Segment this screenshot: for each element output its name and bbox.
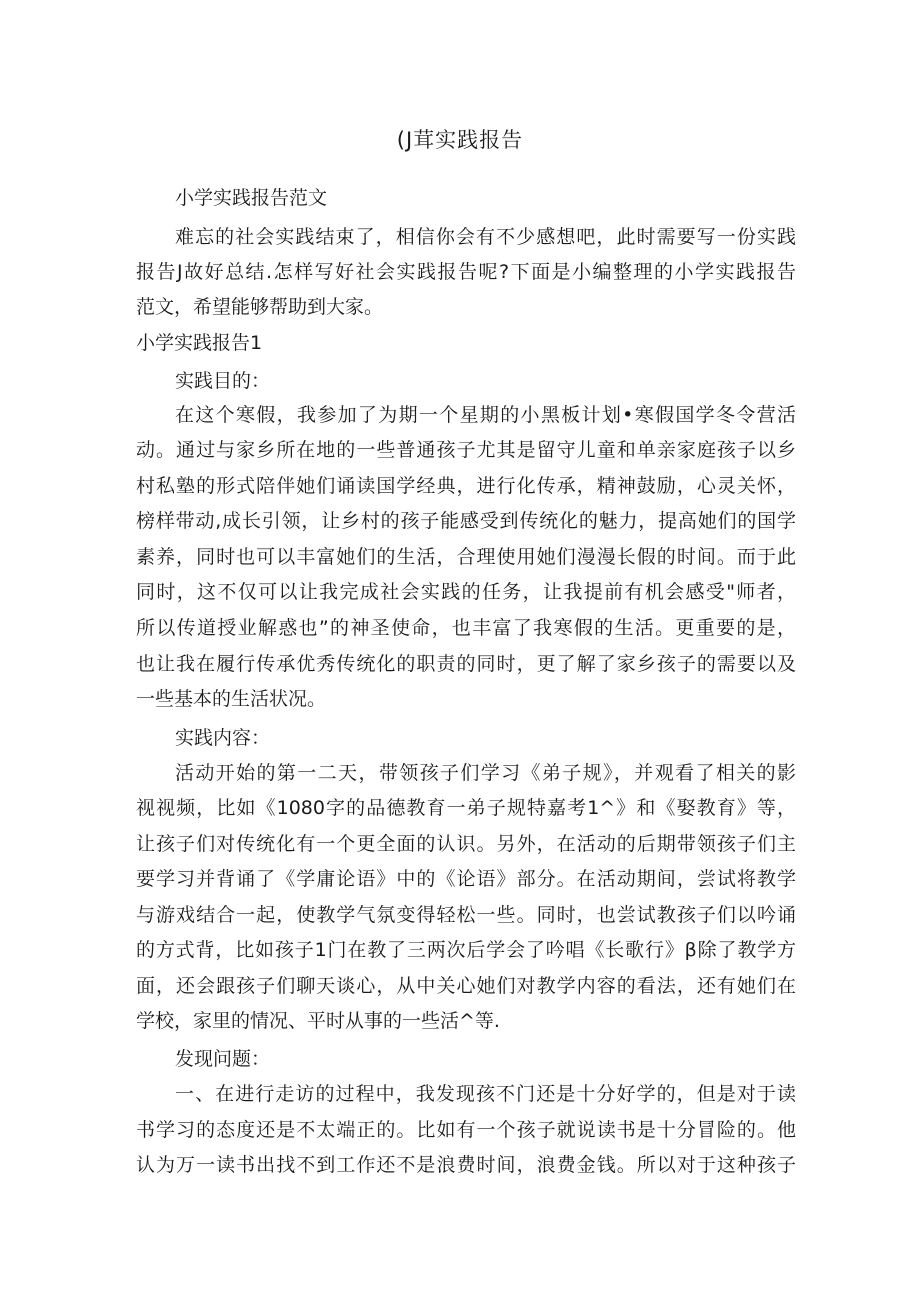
intro-line: 范文，希望能够帮助到大家。 xyxy=(136,296,384,318)
content-line: 与游戏结合一起，使教学气氛变得轻松一些。同时，也尝试教孩子们以吟诵 xyxy=(136,904,796,926)
content-line: 活动开始的第一二天，带领孩子们学习《弟子规》，并观看了相关的影 xyxy=(175,762,796,784)
problems-line: 书学习的态度还是不太端正的。比如有一个孩子就说读书是十分冒险的。他 xyxy=(136,1119,796,1141)
content-line: 的方式背，比如孩子1门在教了三两次后学会了吟唱《长歌行》β除了教学方 xyxy=(136,939,796,961)
purpose-line: 同时，这不仅可以让我完成社会实践的任务，让我提前有机会感受"师者， xyxy=(136,581,796,603)
purpose-heading: 实践目的： xyxy=(175,370,271,392)
subtitle: 小学实践报告范文 xyxy=(175,187,328,209)
purpose-line: 动。通过与家乡所在地的一些普通孩子尤其是留守儿童和单亲家庭孩子以乡 xyxy=(136,439,796,461)
section-heading: 小学实践报告1 xyxy=(136,332,263,354)
content-line: 视视频，比如《1080字的品德教育一弟子规特嘉考1^》和《娶教育》等， xyxy=(136,797,796,819)
content-line: 要学习并背诵了《学庸论语》中的《论语》部分。在活动期间，尝试将教学 xyxy=(136,868,796,890)
problems-heading: 发现问题： xyxy=(175,1048,271,1070)
content-heading: 实践内容： xyxy=(175,727,271,749)
purpose-line: 也让我在履行传承优秀传统化的职责的同时，更了解了家乡孩子的需要以及 xyxy=(136,653,796,675)
purpose-line: 一些基本的生活状况。 xyxy=(136,688,327,710)
content-line: 面，还会跟孩子们聊天谈心，从中关心她们对教学内容的看法，还有她们在 xyxy=(136,975,796,997)
purpose-line: 在这个寒假，我参加了为期一个星期的小黑板计划•寒假国学冬令营活 xyxy=(175,404,796,426)
problems-line: 认为万一读书出找不到工作还不是浪费时间，浪费金钱。所以对于这种孩子 xyxy=(136,1154,796,1176)
purpose-line: 所以传道授业解惑也”的神圣使命，也丰富了我寒假的生活。更重要的是， xyxy=(136,617,796,639)
problems-line: 一、在进行走访的过程中，我发现孩不门还是十分好学的，但是对于读 xyxy=(175,1083,796,1105)
content-line: 让孩子们对传统化有一个更全面的认识。另外，在活动的后期带领孩子们主 xyxy=(136,833,796,855)
document-title: (J茸实践报告 xyxy=(396,128,524,152)
intro-line: 报告J故好总结.怎样写好社会实践报告呢?下面是小编整理的小学实践报告 xyxy=(136,261,796,283)
purpose-line: 榜样带动,成长引领，让乡村的孩子能感受到传统化的魅力，提高她们的国学 xyxy=(136,510,796,532)
purpose-line: 素养，同时也可以丰富她们的生活，合理使用她们漫漫长假的时间。而于此 xyxy=(136,546,796,568)
content-line: 学校，家里的情况、平时从事的一些活^等. xyxy=(136,1010,500,1032)
purpose-line: 村私塾的形式陪伴她们诵读国学经典，进行化传承，精神鼓励，心灵关怀， xyxy=(136,475,796,497)
intro-line: 难忘的社会实践结束了，相信你会有不少感想吧，此时需要写一份实践 xyxy=(175,226,796,248)
